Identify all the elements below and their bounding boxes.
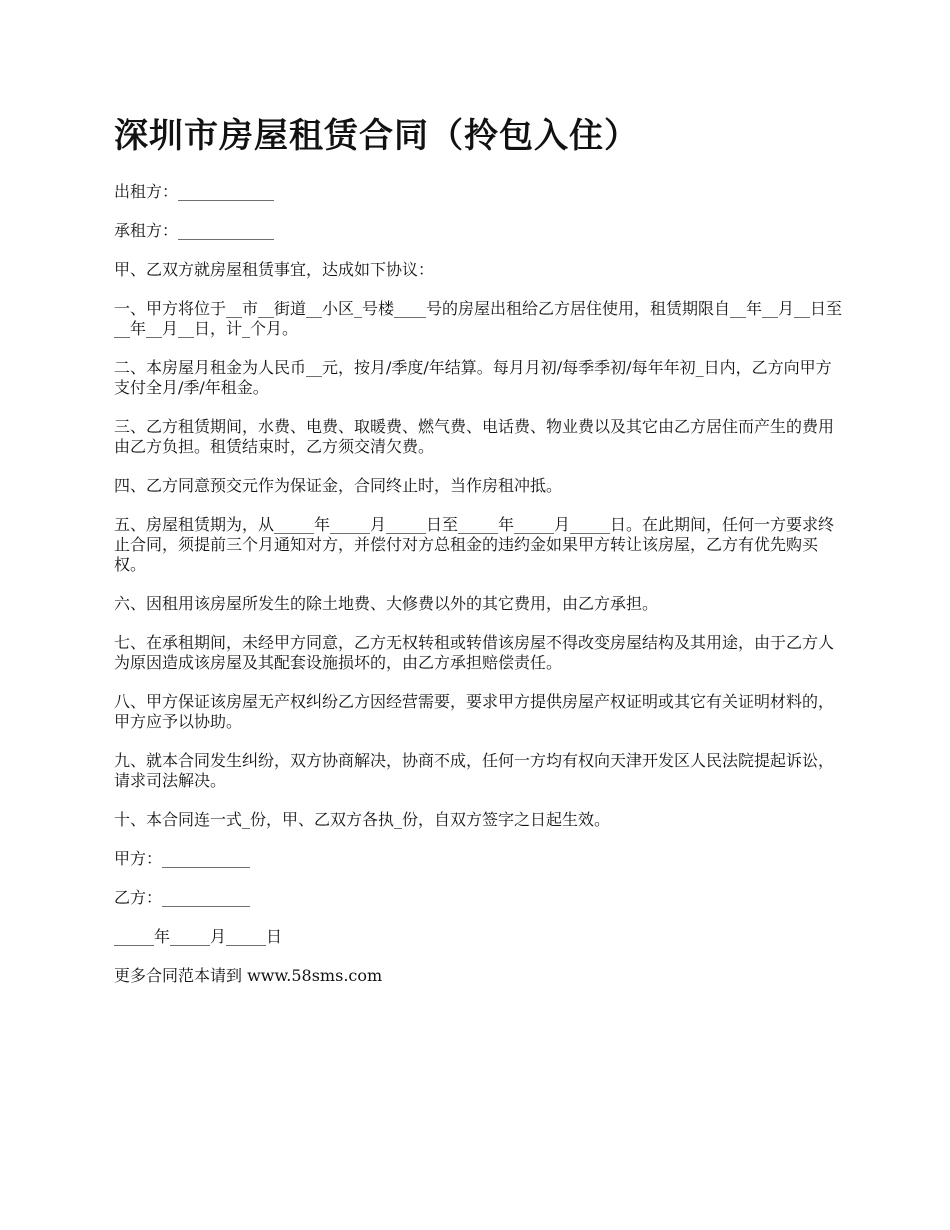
clause-4: 四、乙方同意预交元作为保证金，合同终止时，当作房租冲抵。 <box>114 476 563 495</box>
clause-10: 十、本合同连一式_份，甲、乙双方各执_份，自双方签字之日起生效。 <box>114 810 611 829</box>
clause-5: 五、房屋租赁期为，从_____年_____月_____日至_____年_____月_____日。在此期间，任何一方要求终止合同，须提前三个月通知对方，并偿付对方总租金的违约金如果甲方转让该房屋，乙方有优先购买权。 <box>114 515 835 574</box>
clause-2: 二、本房屋月租金为人民币__元，按月/季度/年结算。每月月初/每季季初/每年年初_日内，乙方向甲方支付全月/季/年租金。 <box>114 358 832 397</box>
footer-more-templates: 更多合同范本请到 www.58sms.com <box>114 966 383 985</box>
clause-3: 三、乙方租赁期间，水费、电费、取暖费、燃气费、电话费、物业费以及其它由乙方居住而产生的费用由乙方负担。租赁结束时，乙方须交清欠费。 <box>114 417 835 456</box>
party-a-signature-line: 甲方：___________ <box>114 849 251 868</box>
date-line: _____年_____月_____日 <box>114 927 283 946</box>
document-title: 深圳市房屋租赁合同（拎包入住） <box>114 116 639 156</box>
lessor-line: 出租方：____________ <box>114 182 275 201</box>
clause-7: 七、在承租期间，未经甲方同意，乙方无权转租或转借该房屋不得改变房屋结构及其用途，由于乙方人为原因造成该房屋及其配套设施损坏的，由乙方承担赔偿责任。 <box>114 633 835 672</box>
clause-1: 一、甲方将位于__市__街道__小区_号楼____号的房屋出租给乙方居住使用，租赁期限自__年__月__日至__年__月__日，计_个月。 <box>114 299 843 338</box>
lessee-line: 承租方：____________ <box>114 221 275 240</box>
clause-8: 八、甲方保证该房屋无产权纠纷乙方因经营需要，要求甲方提供房屋产权证明或其它有关证明材料的，甲方应予以协助。 <box>114 692 835 731</box>
clause-9: 九、就本合同发生纠纷，双方协商解决，协商不成，任何一方均有权向天津开发区人民法院提起诉讼，请求司法解决。 <box>114 751 835 790</box>
party-b-signature-line: 乙方：___________ <box>114 888 251 907</box>
clause-6: 六、因租用该房屋所发生的除土地费、大修费以外的其它费用，由乙方承担。 <box>114 594 659 613</box>
agreement-intro: 甲、乙双方就房屋租赁事宜，达成如下协议： <box>114 260 435 279</box>
document-page <box>114 112 844 1005</box>
